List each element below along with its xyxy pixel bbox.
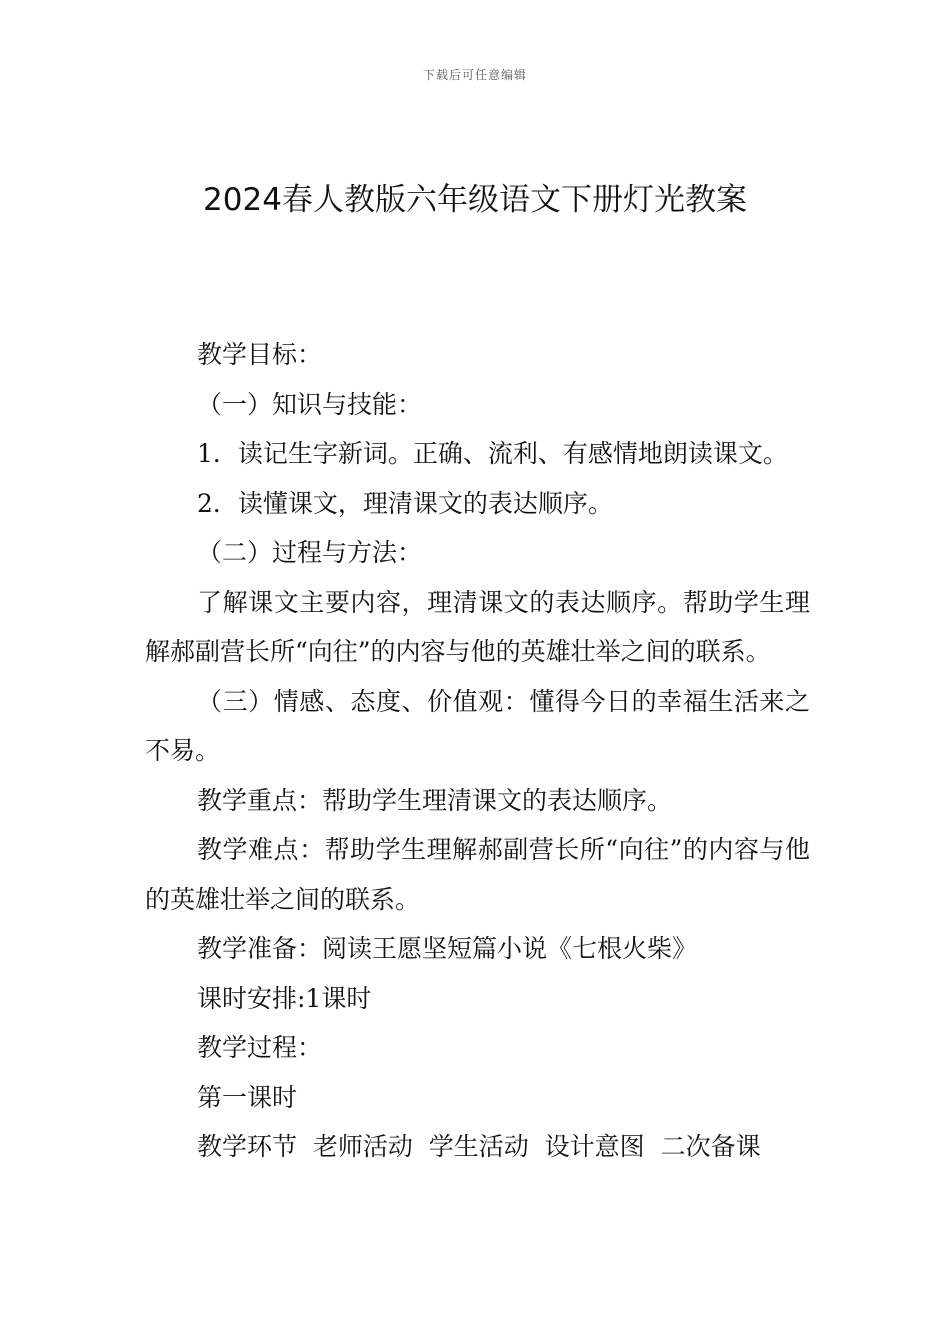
- document-title: 2024春人教版六年级语文下册灯光教案: [203, 182, 747, 218]
- paragraph-schedule: 课时安排:1课时: [197, 983, 372, 1013]
- paragraph-first-lesson: 第一课时: [197, 1082, 298, 1112]
- paragraph-teaching-process: 教学过程：: [197, 1033, 323, 1062]
- paragraph-preparation: 教学准备：阅读王愿坚短篇小说《七根火柴》: [197, 934, 698, 963]
- paragraph-key-point: 教学重点：帮助学生理清课文的表达顺序。: [197, 785, 673, 815]
- paragraph-goal-1: 1．读记生字新词。正确、流利、有感情地朗读课文。: [197, 439, 788, 468]
- paragraph-goal-2: 2．读懂课文，理清课文的表达顺序。: [197, 488, 613, 518]
- paragraph-knowledge-skills: （一）知识与技能：: [197, 389, 423, 419]
- paragraph-table-header: 教学环节 老师活动 学生活动 设计意图 二次备课: [197, 1132, 761, 1161]
- paragraph-process-method: （二）过程与方法：: [197, 538, 423, 567]
- paragraph-teaching-goals: 教学目标：: [197, 340, 323, 369]
- paragraph-emotion-values: （三）情感、态度、价值观：懂得今日的幸福生活来之不易。: [145, 686, 810, 765]
- paragraph-process-content: 了解课文主要内容，理清课文的表达顺序。帮助学生理解郝副营长所“向往”的内容与他的英雄壮举之间的联系。: [145, 587, 810, 666]
- paragraph-difficulty: 教学难点：帮助学生理解郝副营长所“向往”的内容与他的英雄壮举之间的联系。: [145, 835, 810, 914]
- header-note: 下载后可任意编辑: [422, 68, 527, 82]
- document-body: [145, 330, 810, 1172]
